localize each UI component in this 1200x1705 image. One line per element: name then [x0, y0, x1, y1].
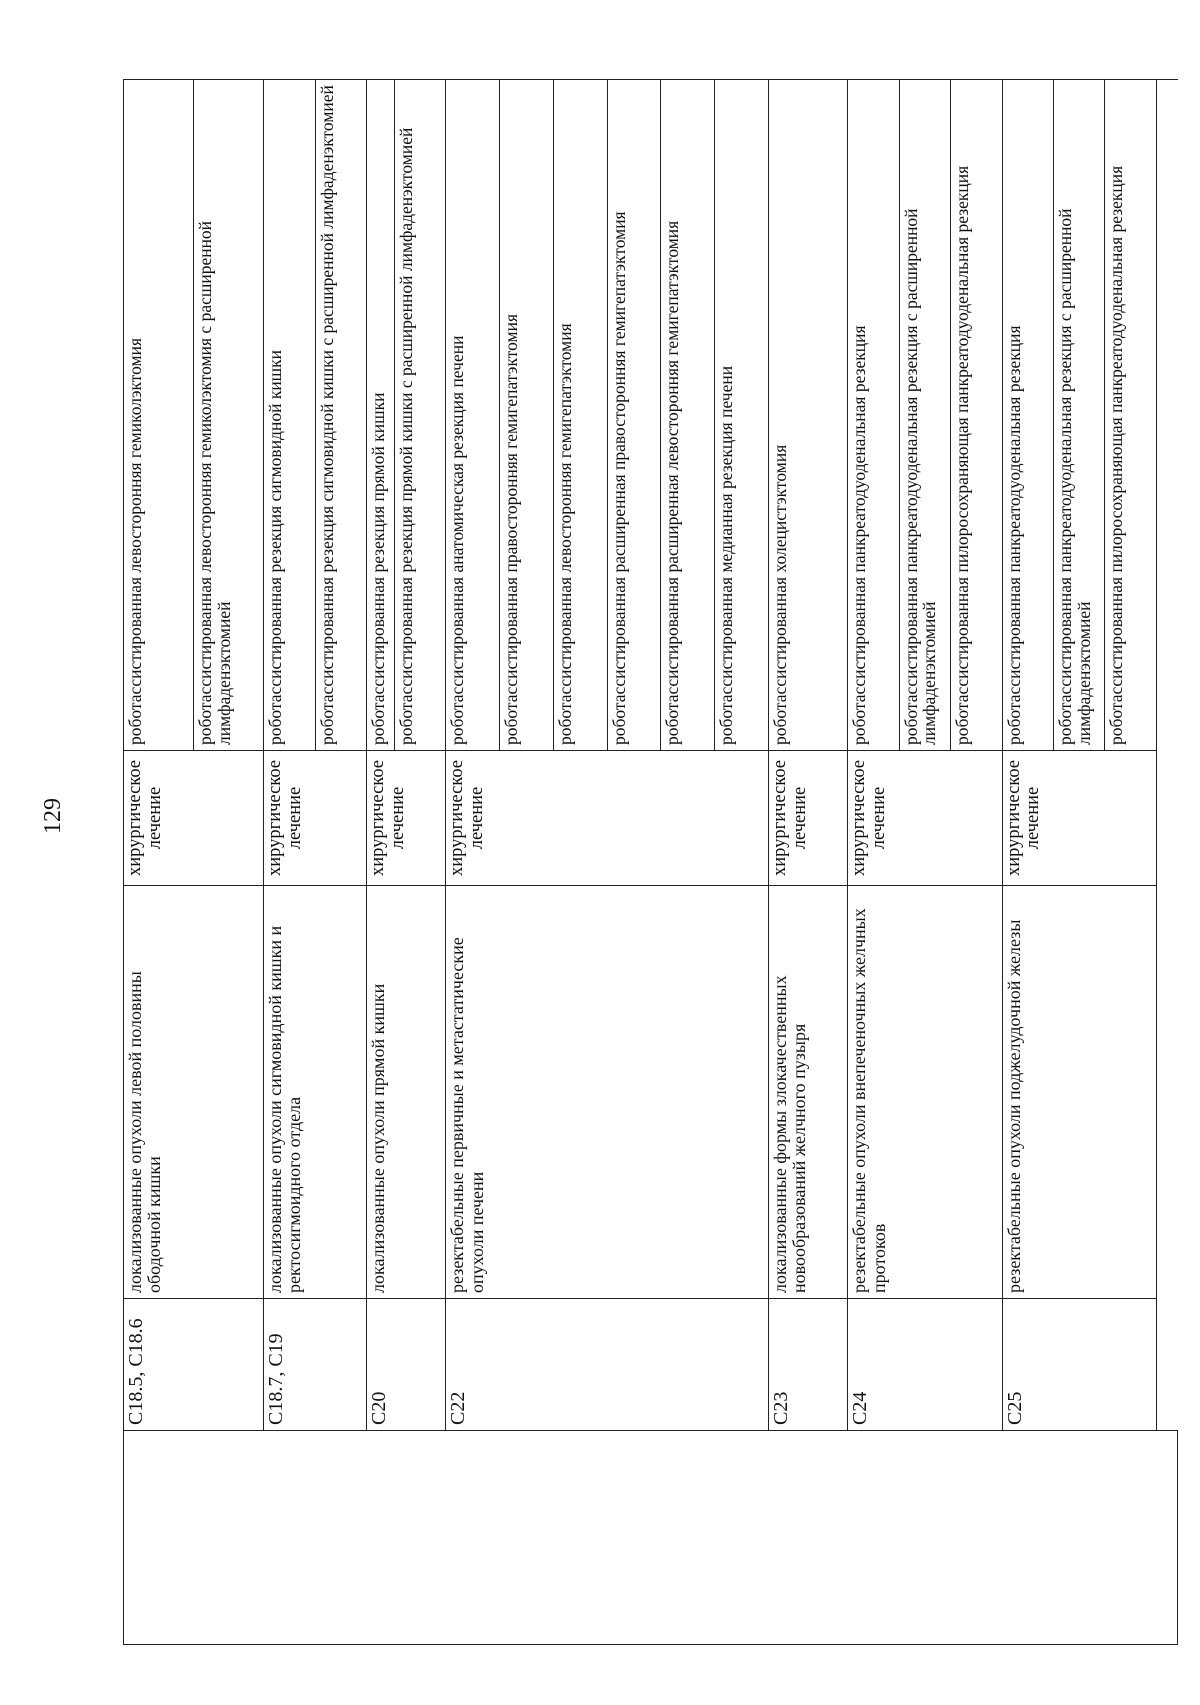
- diagnosis-cell: резектабельные опухоли поджелудочной железы: [1002, 886, 1156, 1299]
- page-number: 129: [40, 798, 66, 834]
- icd-code-cell: C23: [768, 1299, 847, 1431]
- treatment-type-cell: хирургическое лечение: [768, 751, 847, 886]
- method-cell: роботассистированная медианная резекция печени: [715, 80, 769, 751]
- method-cell: роботассистированная холецистэктомия: [768, 80, 847, 751]
- procedures-table: [123, 79, 1178, 1645]
- diagnosis-cell: локализованные опухоли сигмовидной кишки и ректосигмоидного отдела: [264, 886, 367, 1299]
- method-cell: роботассистированная панкреатодуоденальная резекция с расширенной лимфаденэктомией: [899, 80, 950, 751]
- method-cell: роботассистированная панкреатодуоденальная резекция: [848, 80, 899, 751]
- diagnosis-cell: локализованные опухоли прямой кишки: [367, 886, 446, 1299]
- icd-code-cell: C24: [848, 1299, 1002, 1431]
- icd-code-cell: C25: [1002, 1299, 1156, 1431]
- diagnosis-cell: локализованные опухоли левой половины ободочной кишки: [124, 886, 264, 1299]
- treatment-type-cell: хирургическое лечение: [367, 751, 446, 886]
- method-cell: роботассистированная левосторонняя гемиколэктомия с расширенной лимфаденэктомией: [194, 80, 264, 751]
- treatment-type-cell: хирургическое лечение: [446, 751, 769, 886]
- diagnosis-cell: резектабельные первичные и метастатические опухоли печени: [446, 886, 769, 1299]
- method-cell: роботассистированная панкреатодуоденальная резекция: [1002, 80, 1053, 751]
- diagnosis-cell: резектабельные опухоли внепеченочных желчных протоков: [848, 886, 1002, 1299]
- method-cell: роботассистированная анатомическая резекция печени: [446, 80, 500, 751]
- rotated-page-content: [123, 80, 1178, 1645]
- method-cell: роботассистированная пилоросохраняющая панкреатодуоденальная резекция: [1105, 80, 1156, 751]
- icd-code-cell: C18.5, C18.6: [124, 1299, 264, 1431]
- method-cell: роботассистированная расширенная правосторонняя гемигепатэктомия: [607, 80, 661, 751]
- method-cell: роботассистированная левосторонняя гемигепатэктомия: [553, 80, 607, 751]
- method-cell: роботассистированная резекция сигмовидной кишки: [264, 80, 315, 751]
- icd-code-cell: C18.7, C19: [264, 1299, 367, 1431]
- method-cell: роботассистированная левосторонняя гемиколэктомия: [124, 80, 194, 751]
- treatment-type-cell: хирургическое лечение: [1002, 751, 1156, 886]
- method-cell: роботассистированная резекция сигмовидной кишки с расширенной лимфаденэктомией: [315, 80, 366, 751]
- treatment-type-cell: хирургическое лечение: [124, 751, 264, 886]
- method-cell: роботассистированная резекция прямой кишки: [367, 80, 395, 751]
- method-cell: роботассистированная расширенная левосторонняя гемигепатэктомия: [661, 80, 715, 751]
- icd-code-cell: C22: [446, 1299, 769, 1431]
- method-cell: роботассистированная резекция прямой кишки с расширенной лимфаденэктомией: [395, 80, 446, 751]
- diagnosis-cell: локализованные формы злокачественных новообразований желчного пузыря: [768, 886, 847, 1299]
- icd-code-cell: C20: [367, 1299, 446, 1431]
- method-cell: роботассистированная правосторонняя гемигепатэктомия: [500, 80, 554, 751]
- row-number-cell: [124, 1431, 1178, 1645]
- method-cell: роботассистированная панкреатодуоденальная резекция с расширенной лимфаденэктомией: [1054, 80, 1105, 751]
- treatment-type-cell: хирургическое лечение: [848, 751, 1002, 886]
- method-cell: роботассистированная пилоросохраняющая панкреатодуоденальная резекция: [951, 80, 1002, 751]
- empty-trailing-cell: [1156, 80, 1177, 1431]
- treatment-type-cell: хирургическое лечение: [264, 751, 367, 886]
